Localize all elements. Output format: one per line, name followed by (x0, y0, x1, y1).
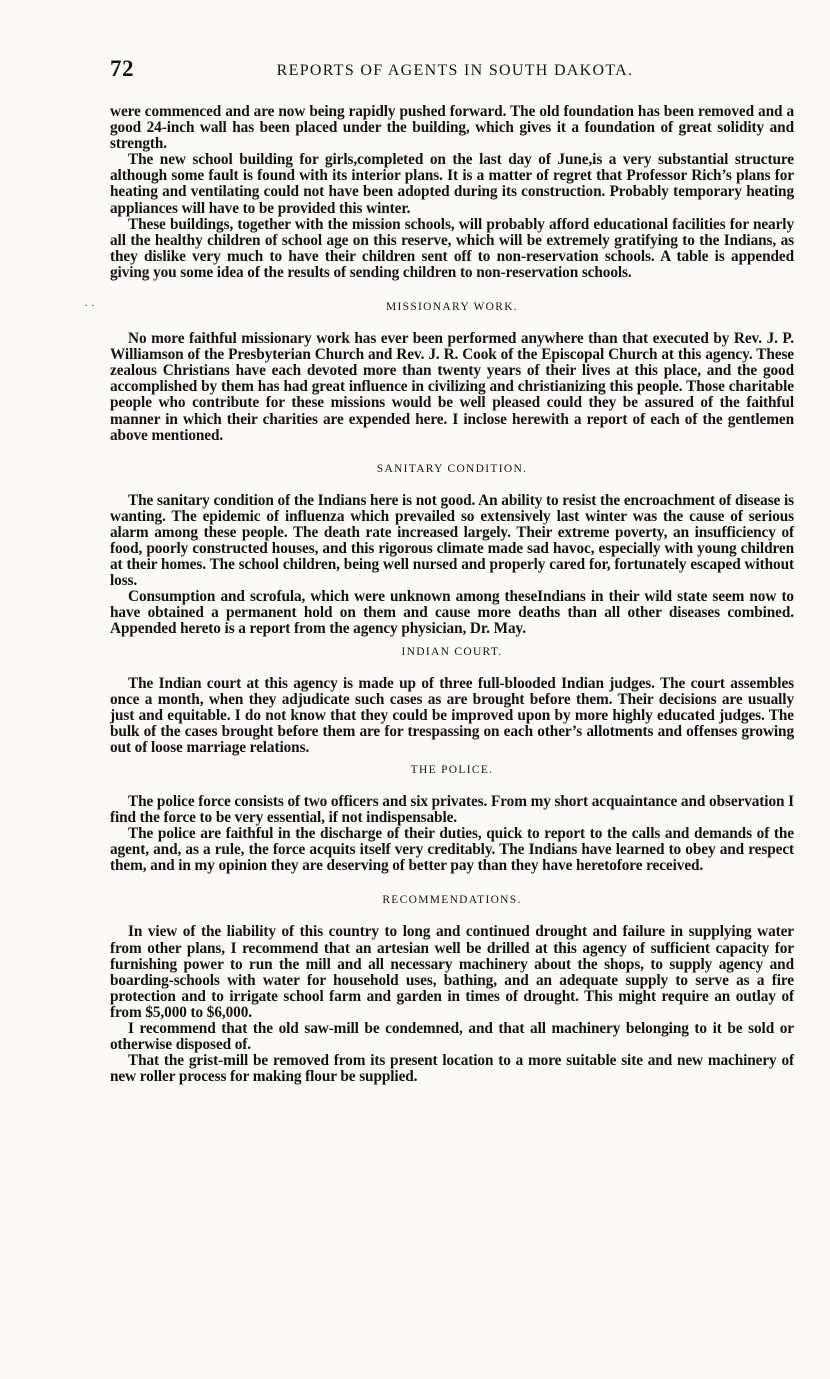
police-paragraph-2: The police are faithful in the discharge of their duties, quick to report to the calls and demands of the agent, and, as a rule, the force acquits itself very creditably. The Indians have learned to obey and respect them, and in my opinion they are deserving of better pay than they have heretofore received. (110, 825, 794, 875)
intro-paragraph-3: These buildings, together with the mission schools, will probably afford educational facilities for nearly all the healthy children of school age on this reserve, which will be extremely gratifying to the Indians, as they dislike very much to have their children sent off to non-reservation schools. A table is appended giving you some idea of the results of sending children to non-reservation schools. (110, 215, 794, 281)
recommendations-paragraph-1: In view of the liability of this country to long and continued drought and failure in supplying water from other plans, I recommend that an artesian well be drilled at this agency of sufficient capacity for furnishing power to run the mill and all necessary machinery about the shops, to supply agency and boarding-schools with water for household uses, bathing, and an adequate supply to serve as a fire protection and to irrigate school farm and garden in times of drought. This might require an outlay of from $5,000 to $6,000. (110, 923, 794, 1021)
recommendations-paragraph-2: I recommend that the old saw-mill be condemned, and that all machinery belonging to it be sold or otherwise disposed of. (110, 1020, 794, 1054)
section-heading-indian-court: INDIAN COURT. (401, 645, 503, 658)
running-title: REPORTS OF AGENTS IN SOUTH DAKOTA. (276, 62, 634, 79)
intro-paragraph-2: The new school building for girls,completed on the last day of June,is a very substantial structure although some fault is found with its interior plans. It is a matter of regret that Professor Rich’s plans for heating and ventilating could not have been adopted during its construction. Probably temporary heating appliances will have to be provided this winter. (110, 151, 794, 217)
sanitary-paragraph-1: The sanitary condition of the Indians here is not good. An ability to resist the encroachment of disease is wanting. The epidemic of influenza which prevailed so extensively last winter was the cause of serious alarm among these people. The death rate increased largely. Their extreme poverty, an insufficiency of food, poorly constructed houses, and this rigorous climate made sad havoc, especially with young children at their homes. The school children, being well nursed and properly cared for, fortunately escaped without loss. (110, 491, 794, 590)
sanitary-paragraph-2: Consumption and scrofula, which were unknown among theseIndians in their wild state seem now to have obtained a permanent hold on them and cause more deaths than all other diseases combined. Appended hereto is a report from the agency physician, Dr. May. (110, 588, 794, 638)
page-number: 72 (110, 56, 134, 81)
police-paragraph-1: The police force consists of two officers and six privates. From my short acquaintance and observation I find the force to be very essential, if not indispensable. (110, 793, 794, 827)
document-body (110, 104, 794, 1085)
page-header (110, 56, 800, 86)
missionary-paragraph-1: No more faithful missionary work has ever been performed anywhere than that executed by Rev. J. P. Williamson of the Presbyterian Church and Rev. J. R. Cook of the Episcopal Church at this agency. These zealous Christians have each devoted more than twenty years of their lives at this place, and the good accomplished by them has had great influence in civilizing and christianizing this people. Those charitable people who contribute for these missions would be well pleased could they be assured of the faithful manner in which their charities are expended here. I inclose herewith a report of each of the gentlemen above mentioned. (110, 330, 794, 444)
recommendations-paragraph-3: That the grist-mill be removed from its present location to a more suitable site and new machinery of new roller process for making flour be supplied. (110, 1052, 794, 1086)
margin-specks: · · (84, 298, 95, 312)
section-heading-recommendations: RECOMMENDATIONS. (382, 894, 522, 907)
section-heading-sanitary: SANITARY CONDITION. (376, 462, 528, 475)
section-heading-police: THE POLICE. (410, 764, 494, 776)
court-paragraph-1: The Indian court at this agency is made up of three full-blooded Indian judges. The court assembles once a month, when they adjudicate such cases as are brought before them. Their decisions are usually just and equitable. I do not know that they could be improved upon by more highly educated judges. The bulk of the cases brought before them are for trespassing on each other’s allotments and offenses growing out of loose marriage relations. (110, 674, 794, 756)
section-heading-missionary: MISSIONARY WORK. (386, 301, 518, 314)
intro-paragraph-1: were commenced and are now being rapidly pushed forward. The old foundation has been removed and a good 24-inch wall has been placed under the building, which gives it a foundation of great solidity and strength. (110, 103, 794, 153)
